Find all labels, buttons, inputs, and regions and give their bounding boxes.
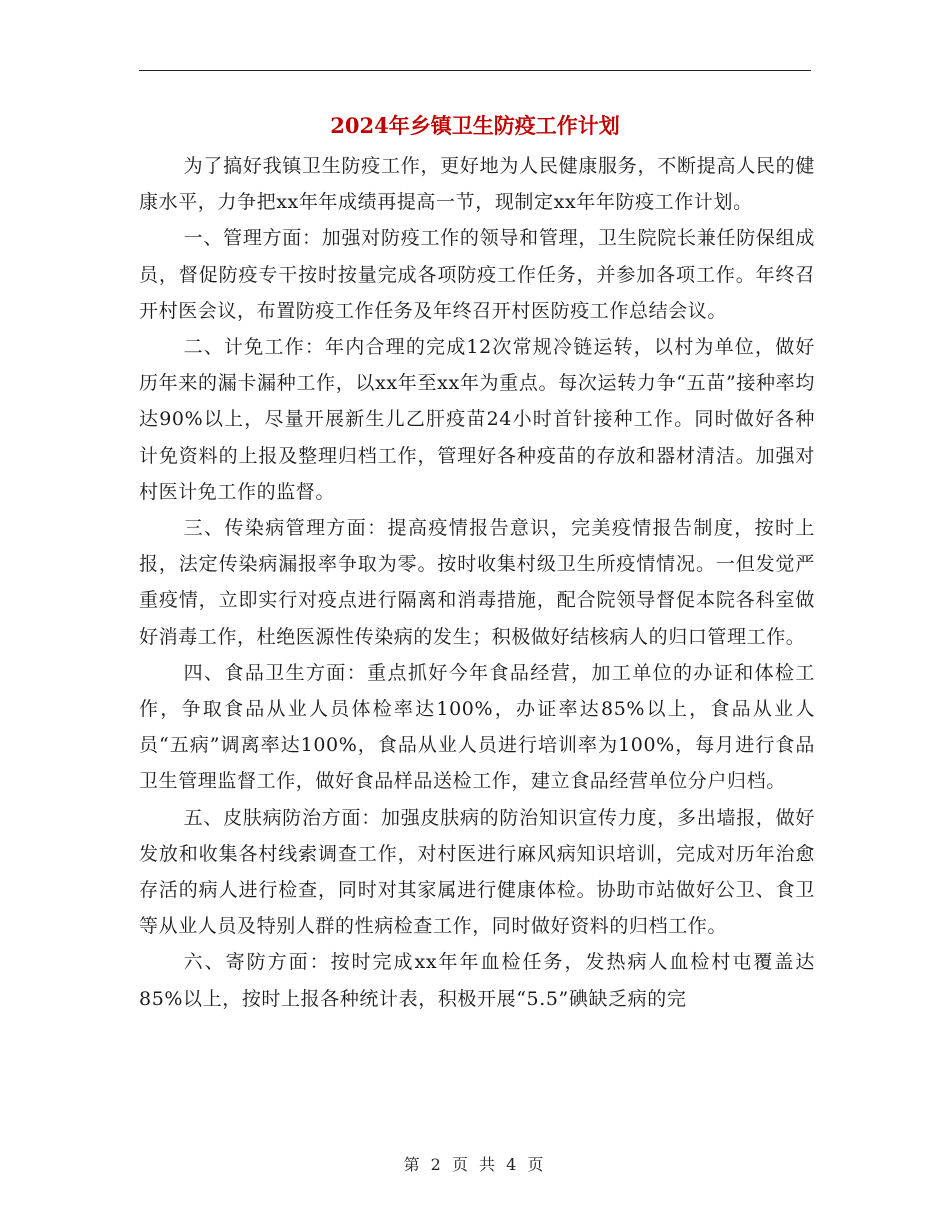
header-rule <box>139 70 811 71</box>
document-title: 2024年乡镇卫生防疫工作计划 <box>330 113 620 138</box>
paragraph-infectious-disease: 三、传染病管理方面：提高疫情报告意识，完美疫情报告制度，按时上报，法定传染病漏报率争取为零。按时收集村级卫生所疫情情况。一但发觉严重疫情，立即实行对疫点进行隔离和消毒措施，配合院领导督促本院各科室做好消毒工作，杜绝医源性传染病的发生；积极做好结核病人的归口管理工作。 <box>139 517 815 648</box>
paragraph-parasite-prevention: 六、寄防方面：按时完成xx年年血检任务，发热病人血检村屯覆盖达85%以上，按时上报各种统计表，积极开展“5.5”碘缺乏病的完 <box>139 951 815 1010</box>
paragraph-skin-disease: 五、皮肤病防治方面：加强皮肤病的防治知识宣传力度，多出墙报，做好发放和收集各村线索调查工作，对村医进行麻风病知识培训，完成对历年治愈存活的病人进行检查，同时对其家属进行健康体检。协助市站做好公卫、食卫等从业人员及特别人群的性病检查工作，同时做好资料的归档工作。 <box>139 806 815 938</box>
paragraph-immunization: 二、计免工作：年内合理的完成12次常规冷链运转，以村为单位，做好历年来的漏卡漏种工作，以xx年至xx年为重点。每次运转力争“五苗”接种率均达90%以上，尽量开展新生儿乙肝疫苗24小时首针接种工作。同时做好各种计免资料的上报及整理归档工作，管理好各种疫苗的存放和器材清洁。加强对村医计免工作的监督。 <box>139 336 815 503</box>
paragraph-food-hygiene: 四、食品卫生方面：重点抓好今年食品经营，加工单位的办证和体检工作，争取食品从业人员体检率达100%，办证率达85%以上，食品从业人员“五病”调离率达100%，食品从业人员进行培训率为100%，每月进行食品卫生管理监督工作，做好食品样品送检工作，建立食品经营单位分户归档。 <box>139 661 815 793</box>
document-body <box>139 148 815 1017</box>
paragraph-management: 一、管理方面：加强对防疫工作的领导和管理，卫生院院长兼任防保组成员，督促防疫专干按时按量完成各项防疫工作任务，并参加各项工作。年终召开村医会议，布置防疫工作任务及年终召开村医防疫工作总结会议。 <box>139 227 815 322</box>
page-number-footer: 第 2 页 共 4 页 <box>403 1155 547 1174</box>
paragraph-intro: 为了搞好我镇卫生防疫工作，更好地为人民健康服务，不断提高人民的健康水平，力争把xx年年成绩再提高一节，现制定xx年年防疫工作计划。 <box>139 155 815 214</box>
